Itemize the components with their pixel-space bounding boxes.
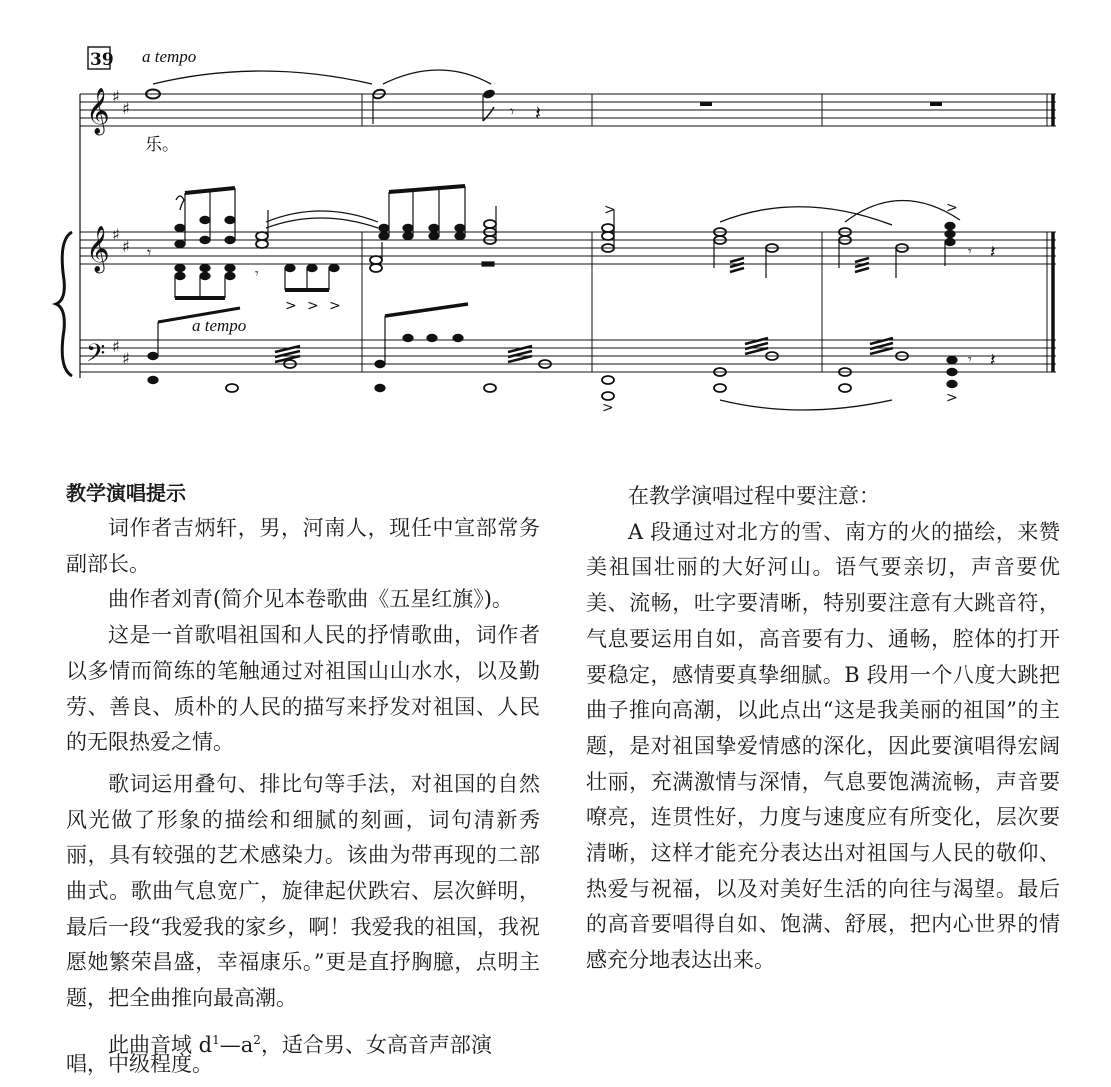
treble-clef-icon: 𝄞 <box>86 88 110 134</box>
paragraph: 这是一首歌唱祖国和人民的抒情歌曲，词作者以多情而简练的笔触通过对祖国山山水水，以及勤劳、善良、质朴的人民的描写来抒发对祖国、人民的无限热爱之情。 <box>66 623 540 755</box>
paragraph: 曲作者刘青(简介见本卷歌曲《五星红旗》)。 <box>108 587 513 612</box>
tie <box>266 211 378 222</box>
section-heading: 教学演唱提示 <box>66 481 186 505</box>
chord-group <box>370 186 496 272</box>
eighth-rest-icon: 𝄾 <box>968 352 972 368</box>
tempo-marking-top: a tempo <box>142 47 197 66</box>
eighth-rest-icon: 𝄾 <box>147 243 152 262</box>
bass-clef-icon: 𝄢 <box>86 339 106 374</box>
treble-clef-icon: 𝄞 <box>86 226 110 272</box>
quarter-rest-icon: 𝄽 <box>535 101 542 125</box>
cutoff-text: 唱，中级程度。 <box>66 1052 213 1076</box>
paragraph: 词作者吉炳轩，男，河南人，现任中宣部常务副部长。 <box>66 516 540 576</box>
measure-number: 39 <box>90 50 114 70</box>
slur <box>383 70 491 84</box>
tempo-marking-piano: a tempo <box>192 316 247 335</box>
eighth-rest-icon: 𝄾 <box>968 244 972 260</box>
accent-mark: > <box>602 400 614 416</box>
slur <box>845 200 960 222</box>
accent-mark: > <box>285 298 297 314</box>
tremolo-marks <box>730 258 869 272</box>
piano-treble-staff <box>80 232 1056 372</box>
piano-brace <box>56 232 72 376</box>
cutoff-line <box>66 1047 540 1087</box>
piano-bass-staff <box>80 340 1056 372</box>
range-sup: 2 <box>253 1032 261 1047</box>
right-column <box>586 479 1060 979</box>
whole-rest <box>700 102 712 106</box>
tremolo-marks <box>275 338 893 362</box>
sharp-icon: ♯ <box>122 99 130 118</box>
whole-rest <box>930 102 942 106</box>
vocal-staff <box>80 94 1056 378</box>
accent-mark: > <box>307 298 319 314</box>
eighth-rest-icon: 𝄾 <box>255 266 259 282</box>
left-column <box>66 476 540 1064</box>
range-prefix: 此曲音域 d <box>108 1032 213 1057</box>
slur <box>720 400 892 410</box>
sharp-icon: ♯ <box>112 225 120 244</box>
eighth-note <box>482 88 496 100</box>
sharp-icon: ♯ <box>112 337 120 356</box>
sharp-icon: ♯ <box>112 87 120 106</box>
chord-group <box>175 188 268 248</box>
bass-notes <box>148 304 957 400</box>
tie <box>153 71 372 84</box>
music-score <box>0 0 1111 430</box>
eighth-rest-icon: 𝄾 <box>510 102 515 121</box>
lyric-text: 乐。 <box>145 135 179 155</box>
sharp-icon: ♯ <box>122 237 130 256</box>
paragraph: A 段通过对北方的雪、南方的火的描绘，来赞美祖国壮丽的大好河山。语气要亲切，声音要优美、流畅，吐字要清晰，特别要注意有大跳音符，气息要运用自如，高音要有力、通畅，腔体的打开要稳定，感情要真挚细腻。B 段用一个八度大跳把曲子推向高潮，以此点出“这是我美丽的祖国”的主题，是对祖国挚爱情感的深化，因此要演唱得宏阔壮丽，充满激情与深情，气息要饱满流畅，声音要嘹亮，连贯性好，力度与速度应有所变化，层次要清晰，这样才能充分表达出对祖国与人民的敬仰、热爱与祝福，以及对美好生活的向往与渴望。最后的高音要唱得自如、饱满、舒展，把内心世界的情感充分地表达出来。 <box>586 519 1060 973</box>
accent-mark: > <box>604 202 616 218</box>
range-dash: —a <box>219 1032 254 1057</box>
quarter-rest-icon: 𝄽 <box>990 242 996 263</box>
tie <box>266 218 378 228</box>
range-sup: 1 <box>212 1032 220 1047</box>
intro-line: 在教学演唱过程中要注意： <box>628 484 880 508</box>
accent-mark: > <box>946 390 958 406</box>
quarter-rest-icon: 𝄽 <box>990 350 996 371</box>
range-suffix: ，适合男、女高音声部演 <box>260 1032 492 1057</box>
accent-mark: > <box>946 200 958 216</box>
sharp-icon: ♯ <box>122 349 130 368</box>
chord-group <box>602 210 955 278</box>
accent-mark: > <box>329 298 341 314</box>
paragraph: 歌词运用叠句、排比句等手法，对祖国的自然风光做了形象的描绘和细腻的刻画，词句清新秀丽，具有较强的艺术感染力。该曲为带再现的二部曲式。歌曲气息宽广，旋律起伏跌宕、层次鲜明，最后一段“我爱我的家乡，啊！我爱我的祖国，我祝愿她繁荣昌盛，幸福康乐。”更是直抒胸臆，点明主题，把全曲推向最高潮。 <box>66 771 540 1011</box>
